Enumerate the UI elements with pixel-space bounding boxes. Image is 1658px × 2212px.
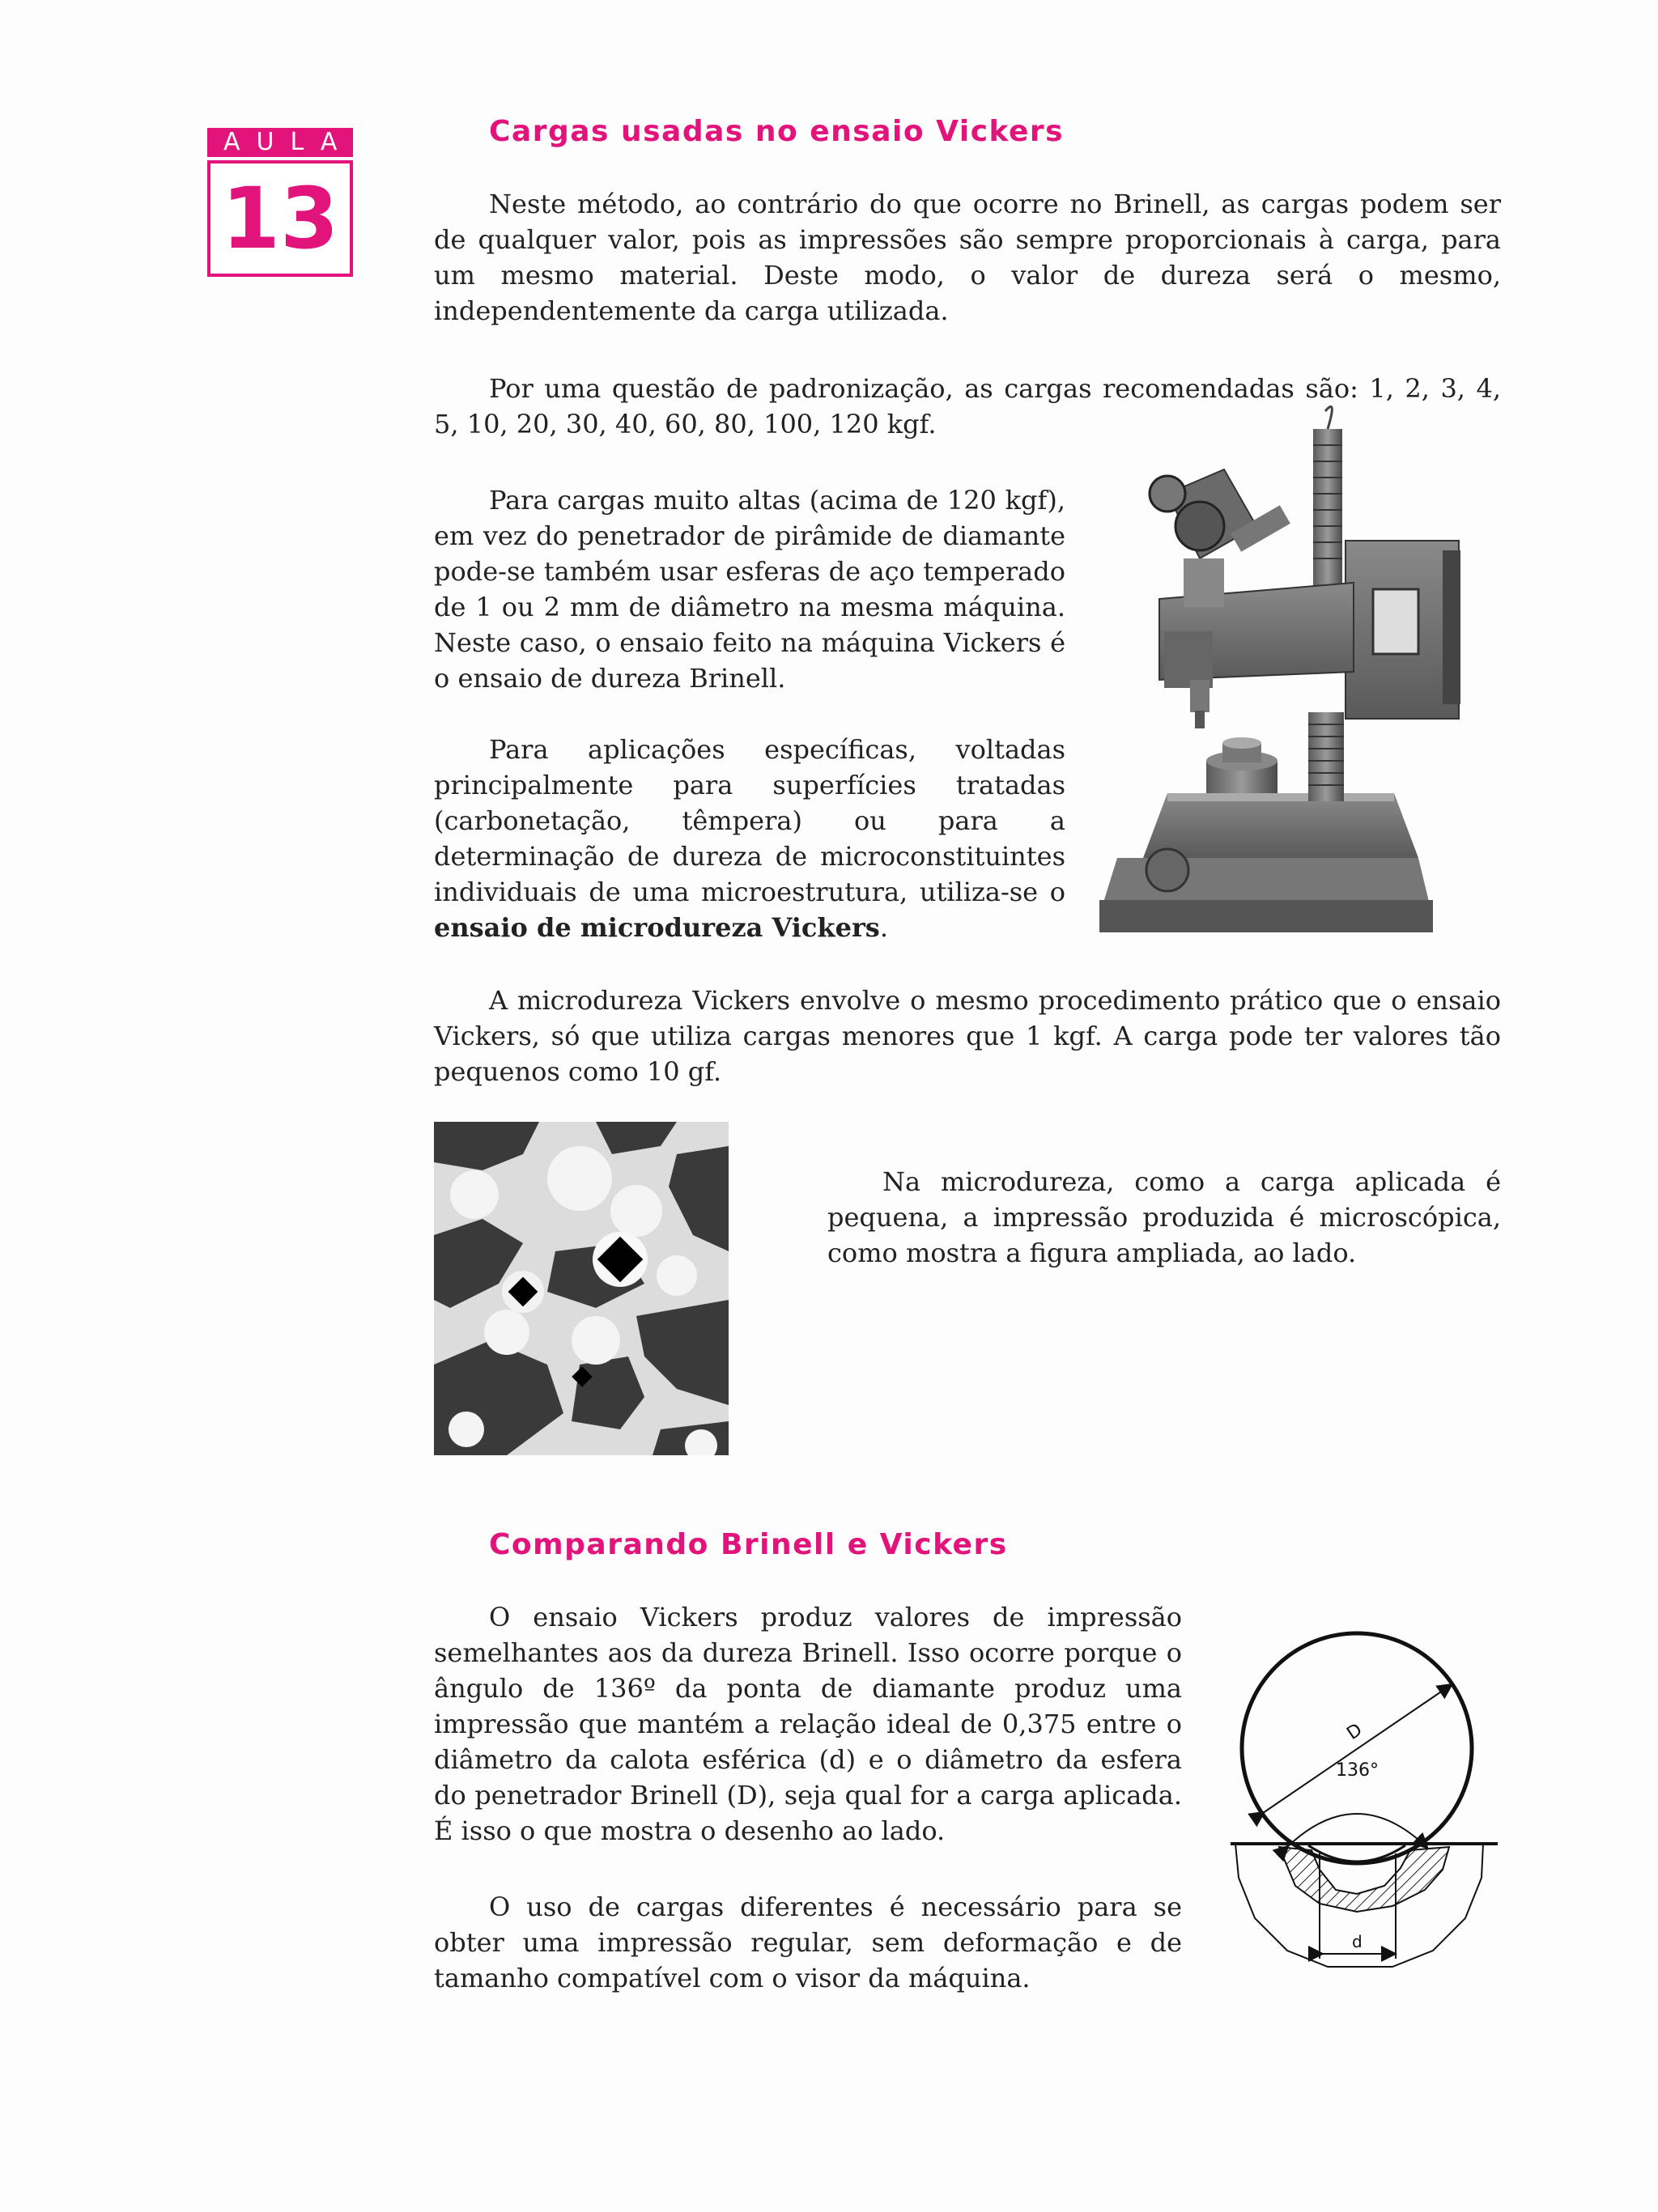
paragraph-applications [434, 732, 1065, 945]
label-diameter-D: D [1343, 1719, 1367, 1744]
paragraph-different-loads: O uso de cargas diferentes é necessário para se obter uma impressão regular, sem deformação e de tamanho compatível com o visor da máquina. [434, 1891, 1182, 1993]
paragraph-microhardness: A microdureza Vickers envolve o mesmo procedimento prático que o ensaio Vickers, só que utiliza cargas menores que 1 kgf. A carga pode ter valores tão pequenos como 10 gf. [434, 985, 1501, 1087]
brinell-vickers-diagram [1231, 1611, 1498, 1983]
label-angle: 136° [1336, 1760, 1379, 1781]
lesson-label: AULA [207, 128, 353, 157]
section-title-comparando: Comparando Brinell e Vickers [489, 1528, 1008, 1561]
micrograph-image [434, 1122, 729, 1455]
vickers-machine-image [1095, 405, 1496, 974]
lesson-number: 13 [207, 160, 353, 277]
paragraph-high-loads: Para cargas muito altas (acima de 120 kgf), em vez do penetrador de pirâmide de diamante pode-se também usar esferas de aço temperado de 1 ou 2 mm de diâmetro na mesma máquina. Neste caso, o ensaio feito na máquina Vickers é o ensaio de dureza Brinell. [434, 485, 1065, 694]
paragraph-standard-loads: Por uma questão de padronização, as cargas recomendadas são: 1, 2, 3, 4, 5, 10, 20, 30, 40, 60, 80, 100, 120 kgf. [434, 373, 1501, 439]
applications-period: . [879, 912, 888, 943]
label-impression-d: d [1352, 1932, 1363, 1951]
applications-bold-term: ensaio de microdureza Vickers [434, 912, 880, 943]
paragraph-comparison: O ensaio Vickers produz valores de impressão semelhantes aos da dureza Brinell. Isso ocorre porque o ângulo de 136º da ponta de diamante produz uma impressão que mantém a relação ideal de 0,375 entre o diâmetro da calota esférica (d) e o diâmetro da esfera do penetrador Brinell (D), seja qual for a carga aplicada. É isso o que mostra o desenho ao lado. [434, 1602, 1182, 1846]
paragraph-method: Neste método, ao contrário do que ocorre no Brinell, as cargas podem ser de qualquer valor, pois as impressões são sempre proporcionais à carga, para um mesmo material. Deste modo, o valor de dureza será o mesmo, independentemente da carga utilizada. [434, 189, 1501, 326]
paragraph-microscopic: Na microdureza, como a carga aplicada é pequena, a impressão produzida é microscópica, como mostra a figura ampliada, ao lado. [827, 1166, 1501, 1268]
section-title-cargas: Cargas usadas no ensaio Vickers [489, 115, 1065, 148]
applications-text: Para aplicações específicas, voltadas principalmente para superfícies tratadas (carbonetação, têmpera) ou para a determinação de dureza de microconstituintes individuais de uma microestrutura, utiliza-se o [434, 734, 1065, 907]
